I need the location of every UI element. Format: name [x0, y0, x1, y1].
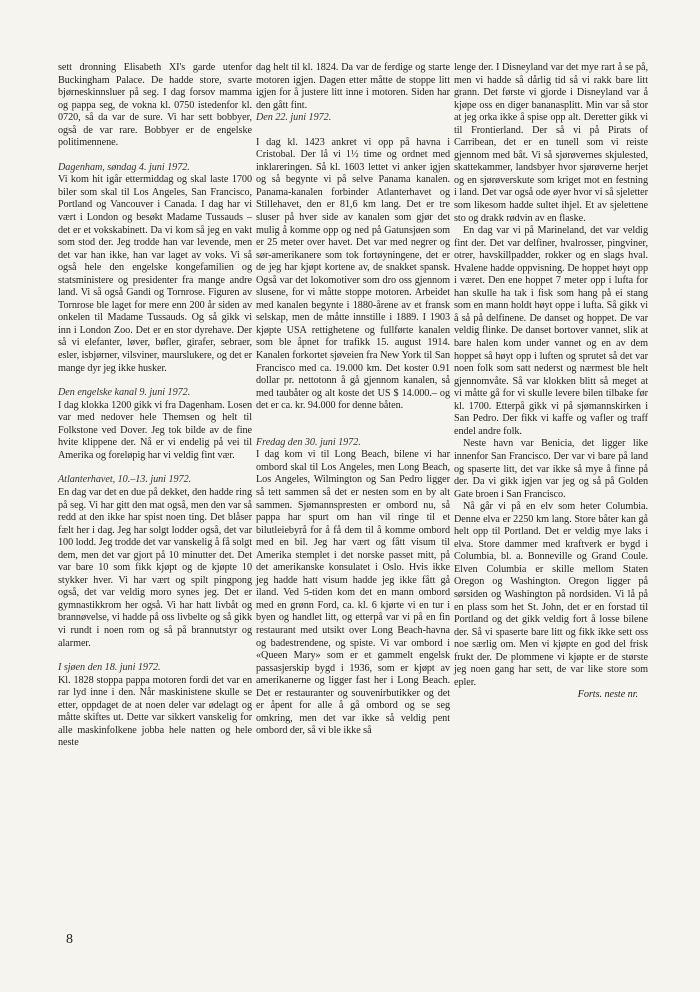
paragraph: lenge der. I Disneyland var det mye rart å se på, men vi hadde så dårlig tid så vi rakk bare litt grann. Det første vi gjorde i Disneyland var å kjøpe oss en diger bananasplitt. Min var så stor at jeg orka ikke å spise opp alt. Deretter gikk vi til Frontierland. Der så vi på Pirats of Carribean, det er en tunell som vi reiste gjennom med båt. Vi så sjørøvernes skjulested, skattekammer, landsbyer hvor sjørøverne herjet og en sjørøverskute som kriget mot en festning i land. Det var også ode øyer hvor vi så sjeletter som likesom hadde sultet ihjel. Et av sjelettene sto og drakk rødvin av en flaske. [454, 62, 648, 224]
paragraph: En dag var det en due på dekket, den hadde ring på seg. Vi har gitt den mat også, men den var så redd at den ikke har spist noen ting. Det blåser fælt her i dag. Jeg har solgt lodder også, det var 100 lodd. Jeg trodde det var vanskelig å få solgt dem, men det var gjort på 10 minutter det. Det var bare 10 som fikk kjøpt og de kjøpte 10 stykker hver. Vi har vært og spilt pingpong også, det var veldig moro synes jeg. Det er gymnastikkrom her også. Vi har hatt livbåt og brannøvelse, vi hadde på oss livbelte og så gikk vi rundt i noen rom og så på brannutstyr og alarmer. [58, 486, 252, 649]
paragraph-gap [256, 425, 450, 437]
paragraph-gap [58, 650, 252, 662]
entry-heading: I sjøen den 18. juni 1972. [58, 662, 161, 674]
paragraph: I dag klokka 1200 gikk vi fra Dagenham. Losen var med nedover hele Themsen og helt til Folkstone ved Dover. Jeg tok bilde av de fine hvite klippene der. Nå er vi endelig på vei til Amerika og foreløpig har vi veldig fint vær. [58, 399, 252, 461]
continuation-note: Forts. neste nr. [577, 689, 638, 701]
paragraph: Nå går vi på en elv som heter Columbia. Denne elva er 2250 km lang. Store båter kan gå helt opp til Portland. Det er veldig mye laks i elva. Store dammer med kraftverk er bygd i Columbia, bl. a. Bonneville og Grand Coule. Elven Columbia er skille mellom Staten Oregon og Washington. Oregon ligger på sørsiden og Washington på nordsiden. Vi lå på en plass som het St. John, det er en forstad til Portland og det gikk veldig fort å losse bilene der. Så vi spaserte bare litt og fikk ikke sett oss noe særlig om. Men vi kjøpte en god del frisk frukt der. De plommene vi kjøpte er de største jeg noen gang har sett, de var like store som epler. [454, 501, 648, 688]
text-column-3 [454, 62, 648, 702]
paragraph: Neste havn var Benicia, det ligger like innenfor San Francisco. Der var vi bare på land og spaserte litt, det var ikke så mye å finne på der. Da vi gikk igjen var jeg og så på Golden Gate broen i San Francisco. [454, 438, 648, 500]
paragraph: dag helt til kl. 1824. Da var de ferdige og starte motoren igjen. Dagen etter måtte de stoppe litt igjen for å justere litt inne i motoren. Siden har den gått fint. [256, 62, 450, 111]
entry-heading: Den engelske kanal 9. juni 1972. [58, 387, 191, 399]
paragraph-gap [58, 462, 252, 474]
text-column-2 [256, 62, 450, 738]
paragraph-gap [58, 375, 252, 387]
paragraph-gap [256, 125, 450, 137]
paragraph-gap [256, 413, 450, 425]
paragraph: En dag var vi på Marineland, det var veldig fint der. Det var delfiner, hvalrosser, pingviner, otrer, havskillpadder, rokker og en slags hval. Hvalene hadde oppvisning. De hoppet høyt opp i været. Den ene hoppet 7 meter opp i lufta for han skulle ha tak i fisk som hang på ei stang som en mann holdt høyt oppe i lufta. Så gikk vi å så på delfinene. De danset og hoppet. De var veldig flinke. De danset bortover vannet, slik at bare halen kom under vannet og en av dem hoppet så høyt opp i luften og sprutet så det var noen folk som satt nederst og nærmest ble helt gjennomvåte. Så var klokken blitt så meget at vi måtte gå for vi skulle levere bilen tilbake før kl. 1700. Etterpå gikk vi på sjømannskirken i San Pedro. Der fikk vi kaffe og vafler og traff endel andre folk. [454, 225, 648, 437]
entry-heading: Den 22. juni 1972. [256, 112, 332, 124]
paragraph: I dag kl. 1423 ankret vi opp på havna i Cristobal. Der lå vi 1½ time og ordnet med inklareringen. Så kl. 1603 lettet vi anker igjen og så begynte vi på selve Panama kanalen. Panama-kanalen forbinder Atlanterhavet og Stillehavet, den er 81,6 km lang. Det er tre sluser på hver side av kanalen som gjør det mulig å komme opp og ned på Gatunsjøen som er 25 meter over havet. Det var med negrer og sør-amerikanere som tok fortøyningene, det er de jeg har kjøpt kortene av, de snakket spansk. Også var det lokomotiver som dro oss gjennom slusene, for vi måtte stoppe motoren. Arbeidet med kanalen begynte i 1880-årene av et fransk selskap, men de måtte innstille i 1889. I 1903 kjøpte USA rettighetene og fullførte kanalen som ble åpnet for trafikk 15. august 1914. Kanalen forkortet sjøveien fra New York til San Francisco med ca. 19.000 km. Det koster 0.91 dollar pr. nettotonn å gå gjennom kanalen, så med taubåter og alt koste det US $ 14.000.– og det er ca. kr. 94.000 for denne båten. [256, 136, 450, 412]
entry-heading: Atlanterhavet, 10.–13. juni 1972. [58, 474, 192, 486]
entry-heading: Dagenham, søndag 4. juni 1972. [58, 161, 190, 173]
page-number: 8 [66, 932, 73, 947]
paragraph: sett dronning Elisabeth XI's garde utenfor Buckingham Palace. De hadde store, svarte bjørneskinnsluer på seg. I dag forsov mamma og pappa seg, de vokna kl. 0750 istedenfor kl. 0720, så da var de sure. Vi har sett bobbyer, også de var rare. Bobbyer er de engelske politimennene. [58, 62, 252, 149]
paragraph: Kl. 1828 stoppa pappa motoren fordi det var en rar lyd inne i den. Når maskinistene skulle se etter, oppdaget de at noen deler var ødelagt og måtte skiftes ut. Dette var sikkert vanskelig for alle maskinfolkene jobba hele natten og hele neste [58, 674, 252, 749]
paragraph-gap [58, 150, 252, 162]
paragraph: I dag kom vi til Long Beach, bilene vi har ombord skal til Los Angeles, men Long Beach, Los Angeles, Wilmington og San Pedro ligger så tett sammen så det er nesten som en by alt sammen. Sjømannspresten er ombord nu, så pappa har spurt om han vil ringe til et bilutleiebyrå for å få dem til å komme ombord med en bil. Jeg har vært og fått visum til Amerika stemplet i det norske passet mitt, på det amerikanske konsulatet i Oslo. Hvis ikke jeg hadde hatt visum hadde jeg ikke fått gå iland. Ved 5-tiden kom det en mann ombord med en grønn Ford, ca. kl. 6 kjørte vi en tur i byen og handlet litt, og etterpå var vi på en fin restaurant med utsikt over Long Beach-havna og badestrendene, og spiste. Vi var ombord i «Queen Mary» som er et gammelt engelsk passasjerskip bygd i 1936, som er kjøpt av amerikanerne og ligger fast her i Long Beach. Det er restauranter og souvenirbutikker og det er åpent for alle å gå ombord og se seg omkring, men det var ikke så veldig pent ombord der, så vi ble ikke så [256, 449, 450, 737]
paragraph: Vi kom hit igår ettermiddag og skal laste 1700 biler som skal til Los Angeles, San Francisco, Portland og Vancouver i Canada. I dag har vi vært i London og besøkt Madame Tussauds – det er et vokskabinett. Da vi kom så jeg en vakt som stod der. Jeg trodde han var levende, men det var han ikke, han var laget av voks. Vi så også hele den engelske kongefamilien og statsministere og presidenter fra mange andre land. Vi så også Gandi og Tornrose. Figuren av Tornrose ble laget for mere enn 200 år siden av onkelen til Madame Tussauds. Og så gikk vi inn i London Zoo. Det er en stor dyrehave. Der så vi elefanter, løver, bøfler, girafer, sebraer, esler, isbjørner, vilsviner, maurslukere, og det er mange dyr jeg ikke husker. [58, 174, 252, 374]
entry-heading: Fredag den 30. juni 1972. [256, 436, 361, 448]
text-column-1 [58, 62, 252, 750]
